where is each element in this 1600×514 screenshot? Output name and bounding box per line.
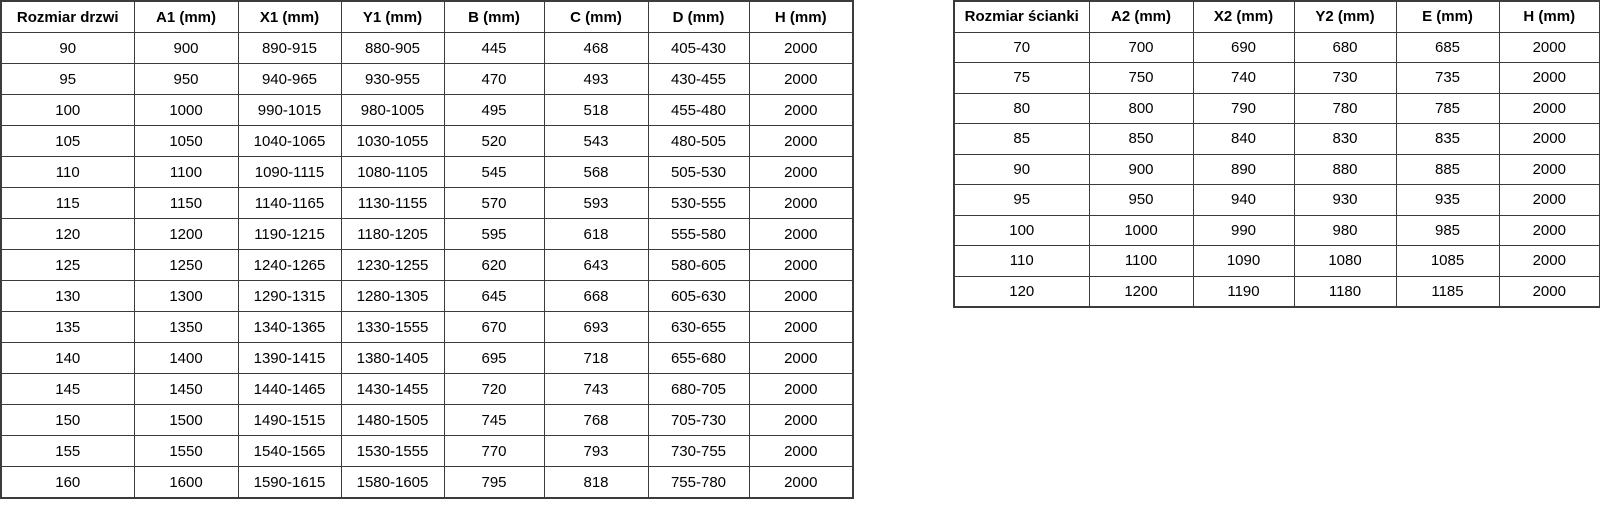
table-cell: 1140-1165 bbox=[238, 188, 341, 219]
table-row bbox=[954, 185, 1600, 216]
table-cell: 668 bbox=[544, 281, 648, 312]
table-cell: 745 bbox=[444, 405, 544, 436]
table-cell: 1580-1605 bbox=[341, 467, 444, 499]
table-cell: 730 bbox=[1294, 63, 1396, 94]
table-cell: 145 bbox=[1, 374, 134, 405]
table-cell: 695 bbox=[444, 343, 544, 374]
table-cell: 670 bbox=[444, 312, 544, 343]
table-cell: 940 bbox=[1193, 185, 1294, 216]
column-header: H (mm) bbox=[749, 1, 853, 33]
column-header: A1 (mm) bbox=[134, 1, 238, 33]
table-cell: 990 bbox=[1193, 215, 1294, 246]
table-cell: 580-605 bbox=[648, 250, 749, 281]
table-cell: 493 bbox=[544, 64, 648, 95]
table-cell: 950 bbox=[1089, 185, 1193, 216]
table-cell: 2000 bbox=[1499, 154, 1600, 185]
table-row bbox=[1, 312, 853, 343]
table-cell: 705-730 bbox=[648, 405, 749, 436]
table-cell: 1240-1265 bbox=[238, 250, 341, 281]
table-cell: 1080 bbox=[1294, 246, 1396, 277]
table-cell: 2000 bbox=[1499, 93, 1600, 124]
table-cell: 1290-1315 bbox=[238, 281, 341, 312]
table-cell: 685 bbox=[1396, 32, 1499, 63]
table-cell: 890 bbox=[1193, 154, 1294, 185]
table-cell: 800 bbox=[1089, 93, 1193, 124]
table-cell: 1230-1255 bbox=[341, 250, 444, 281]
table-row bbox=[1, 467, 853, 499]
table-cell: 780 bbox=[1294, 93, 1396, 124]
table-cell: 793 bbox=[544, 436, 648, 467]
table-cell: 543 bbox=[544, 126, 648, 157]
table-cell: 505-530 bbox=[648, 157, 749, 188]
table-cell: 1440-1465 bbox=[238, 374, 341, 405]
table-cell: 1190 bbox=[1193, 276, 1294, 307]
table-cell: 160 bbox=[1, 467, 134, 499]
table-cell: 1550 bbox=[134, 436, 238, 467]
header-row bbox=[954, 1, 1600, 32]
table-cell: 2000 bbox=[749, 157, 853, 188]
table-cell: 1250 bbox=[134, 250, 238, 281]
table-row bbox=[954, 63, 1600, 94]
table-cell: 850 bbox=[1089, 124, 1193, 155]
table-cell: 1180 bbox=[1294, 276, 1396, 307]
table-cell: 95 bbox=[1, 64, 134, 95]
table-cell: 130 bbox=[1, 281, 134, 312]
table-cell: 930 bbox=[1294, 185, 1396, 216]
table-cell: 980 bbox=[1294, 215, 1396, 246]
table-cell: 570 bbox=[444, 188, 544, 219]
table-row bbox=[1, 126, 853, 157]
table-row bbox=[1, 250, 853, 281]
table-cell: 1380-1405 bbox=[341, 343, 444, 374]
column-header: Rozmiar ścianki bbox=[954, 1, 1089, 32]
table-cell: 1190-1215 bbox=[238, 219, 341, 250]
table-cell: 593 bbox=[544, 188, 648, 219]
table-cell: 2000 bbox=[1499, 32, 1600, 63]
table-cell: 835 bbox=[1396, 124, 1499, 155]
table-cell: 750 bbox=[1089, 63, 1193, 94]
table-row bbox=[1, 219, 853, 250]
table-cell: 1490-1515 bbox=[238, 405, 341, 436]
table-cell: 568 bbox=[544, 157, 648, 188]
table-cell: 1480-1505 bbox=[341, 405, 444, 436]
table-cell: 75 bbox=[954, 63, 1089, 94]
table-cell: 1090-1115 bbox=[238, 157, 341, 188]
table-cell: 468 bbox=[544, 33, 648, 64]
table-cell: 135 bbox=[1, 312, 134, 343]
table-cell: 940-965 bbox=[238, 64, 341, 95]
table-cell: 2000 bbox=[749, 374, 853, 405]
table-cell: 1530-1555 bbox=[341, 436, 444, 467]
table-cell: 80 bbox=[954, 93, 1089, 124]
column-header: X2 (mm) bbox=[1193, 1, 1294, 32]
table-row bbox=[1, 436, 853, 467]
column-header: X1 (mm) bbox=[238, 1, 341, 33]
table-cell: 718 bbox=[544, 343, 648, 374]
table-cell: 790 bbox=[1193, 93, 1294, 124]
table-cell: 480-505 bbox=[648, 126, 749, 157]
table-cell: 795 bbox=[444, 467, 544, 499]
table-cell: 1090 bbox=[1193, 246, 1294, 277]
table-cell: 1450 bbox=[134, 374, 238, 405]
table-cell: 2000 bbox=[749, 343, 853, 374]
wall-table bbox=[953, 0, 1600, 308]
table-cell: 755-780 bbox=[648, 467, 749, 499]
table-cell: 890-915 bbox=[238, 33, 341, 64]
table-cell: 900 bbox=[1089, 154, 1193, 185]
table-cell: 950 bbox=[134, 64, 238, 95]
table-cell: 2000 bbox=[1499, 185, 1600, 216]
table-cell: 2000 bbox=[749, 436, 853, 467]
table-cell: 110 bbox=[1, 157, 134, 188]
table-cell: 430-455 bbox=[648, 64, 749, 95]
column-header: E (mm) bbox=[1396, 1, 1499, 32]
table-cell: 2000 bbox=[749, 219, 853, 250]
table-cell: 1280-1305 bbox=[341, 281, 444, 312]
column-header: D (mm) bbox=[648, 1, 749, 33]
table-row bbox=[1, 188, 853, 219]
table-cell: 1130-1155 bbox=[341, 188, 444, 219]
table-cell: 125 bbox=[1, 250, 134, 281]
table-cell: 70 bbox=[954, 32, 1089, 63]
table-cell: 2000 bbox=[1499, 63, 1600, 94]
table-cell: 140 bbox=[1, 343, 134, 374]
table-cell: 818 bbox=[544, 467, 648, 499]
table-cell: 680 bbox=[1294, 32, 1396, 63]
table-row bbox=[1, 405, 853, 436]
table-cell: 2000 bbox=[749, 33, 853, 64]
table-row bbox=[954, 215, 1600, 246]
table-cell: 90 bbox=[1, 33, 134, 64]
table-cell: 530-555 bbox=[648, 188, 749, 219]
table-cell: 730-755 bbox=[648, 436, 749, 467]
table-cell: 1500 bbox=[134, 405, 238, 436]
table-cell: 2000 bbox=[749, 467, 853, 499]
table-cell: 2000 bbox=[1499, 124, 1600, 155]
table-cell: 1590-1615 bbox=[238, 467, 341, 499]
header-row bbox=[1, 1, 853, 33]
table-cell: 785 bbox=[1396, 93, 1499, 124]
table-cell: 2000 bbox=[749, 64, 853, 95]
table-cell: 645 bbox=[444, 281, 544, 312]
table-cell: 100 bbox=[954, 215, 1089, 246]
table-cell: 2000 bbox=[1499, 276, 1600, 307]
table-cell: 620 bbox=[444, 250, 544, 281]
column-header: Y1 (mm) bbox=[341, 1, 444, 33]
table-row bbox=[954, 246, 1600, 277]
table-cell: 735 bbox=[1396, 63, 1499, 94]
table-cell: 2000 bbox=[749, 95, 853, 126]
table-cell: 120 bbox=[954, 276, 1089, 307]
table-cell: 1080-1105 bbox=[341, 157, 444, 188]
table-cell: 985 bbox=[1396, 215, 1499, 246]
table-cell: 840 bbox=[1193, 124, 1294, 155]
column-header: B (mm) bbox=[444, 1, 544, 33]
column-header: Y2 (mm) bbox=[1294, 1, 1396, 32]
table-cell: 618 bbox=[544, 219, 648, 250]
table-cell: 768 bbox=[544, 405, 648, 436]
table-cell: 885 bbox=[1396, 154, 1499, 185]
table-cell: 2000 bbox=[749, 126, 853, 157]
wall-size-table bbox=[953, 0, 1600, 308]
table-cell: 90 bbox=[954, 154, 1089, 185]
column-header: H (mm) bbox=[1499, 1, 1600, 32]
table-cell: 545 bbox=[444, 157, 544, 188]
table-cell: 880-905 bbox=[341, 33, 444, 64]
table-cell: 455-480 bbox=[648, 95, 749, 126]
table-cell: 830 bbox=[1294, 124, 1396, 155]
column-header: Rozmiar drzwi bbox=[1, 1, 134, 33]
table-cell: 1430-1455 bbox=[341, 374, 444, 405]
table-cell: 655-680 bbox=[648, 343, 749, 374]
table-cell: 605-630 bbox=[648, 281, 749, 312]
table-cell: 700 bbox=[1089, 32, 1193, 63]
table-cell: 630-655 bbox=[648, 312, 749, 343]
table-cell: 100 bbox=[1, 95, 134, 126]
table-cell: 405-430 bbox=[648, 33, 749, 64]
table-cell: 1000 bbox=[1089, 215, 1193, 246]
table-cell: 95 bbox=[954, 185, 1089, 216]
table-cell: 495 bbox=[444, 95, 544, 126]
table-cell: 1085 bbox=[1396, 246, 1499, 277]
table-cell: 1040-1065 bbox=[238, 126, 341, 157]
table-cell: 85 bbox=[954, 124, 1089, 155]
table-cell: 518 bbox=[544, 95, 648, 126]
table-cell: 120 bbox=[1, 219, 134, 250]
table-cell: 880 bbox=[1294, 154, 1396, 185]
table-cell: 1150 bbox=[134, 188, 238, 219]
table-cell: 690 bbox=[1193, 32, 1294, 63]
table-row bbox=[954, 32, 1600, 63]
table-cell: 1340-1365 bbox=[238, 312, 341, 343]
table-cell: 115 bbox=[1, 188, 134, 219]
table-row bbox=[1, 343, 853, 374]
table-cell: 1330-1555 bbox=[341, 312, 444, 343]
table-row bbox=[954, 154, 1600, 185]
table-cell: 680-705 bbox=[648, 374, 749, 405]
table-cell: 1100 bbox=[1089, 246, 1193, 277]
table-cell: 445 bbox=[444, 33, 544, 64]
table-cell: 1200 bbox=[134, 219, 238, 250]
table-cell: 555-580 bbox=[648, 219, 749, 250]
table-cell: 1100 bbox=[134, 157, 238, 188]
table-cell: 743 bbox=[544, 374, 648, 405]
table-row bbox=[954, 124, 1600, 155]
table-row bbox=[1, 374, 853, 405]
table-cell: 1350 bbox=[134, 312, 238, 343]
table-cell: 990-1015 bbox=[238, 95, 341, 126]
table-cell: 1300 bbox=[134, 281, 238, 312]
table-cell: 105 bbox=[1, 126, 134, 157]
table-cell: 720 bbox=[444, 374, 544, 405]
table-cell: 2000 bbox=[1499, 246, 1600, 277]
table-cell: 520 bbox=[444, 126, 544, 157]
table-cell: 150 bbox=[1, 405, 134, 436]
table-cell: 1200 bbox=[1089, 276, 1193, 307]
table-cell: 1400 bbox=[134, 343, 238, 374]
column-header: A2 (mm) bbox=[1089, 1, 1193, 32]
table-cell: 155 bbox=[1, 436, 134, 467]
table-cell: 1540-1565 bbox=[238, 436, 341, 467]
table-cell: 900 bbox=[134, 33, 238, 64]
table-cell: 1600 bbox=[134, 467, 238, 499]
table-cell: 470 bbox=[444, 64, 544, 95]
table-cell: 693 bbox=[544, 312, 648, 343]
table-row bbox=[1, 33, 853, 64]
table-cell: 1390-1415 bbox=[238, 343, 341, 374]
table-cell: 595 bbox=[444, 219, 544, 250]
table-cell: 1050 bbox=[134, 126, 238, 157]
table-cell: 1185 bbox=[1396, 276, 1499, 307]
table-cell: 2000 bbox=[749, 250, 853, 281]
table-cell: 770 bbox=[444, 436, 544, 467]
table-cell: 2000 bbox=[749, 405, 853, 436]
table-cell: 1000 bbox=[134, 95, 238, 126]
table-row bbox=[1, 64, 853, 95]
table-row bbox=[954, 276, 1600, 307]
table-cell: 2000 bbox=[1499, 215, 1600, 246]
table-cell: 935 bbox=[1396, 185, 1499, 216]
table-cell: 2000 bbox=[749, 188, 853, 219]
table-cell: 930-955 bbox=[341, 64, 444, 95]
table-cell: 980-1005 bbox=[341, 95, 444, 126]
table-row bbox=[954, 93, 1600, 124]
table-row bbox=[1, 281, 853, 312]
table-cell: 2000 bbox=[749, 312, 853, 343]
table-cell: 2000 bbox=[749, 281, 853, 312]
table-row bbox=[1, 95, 853, 126]
table-cell: 643 bbox=[544, 250, 648, 281]
table-cell: 740 bbox=[1193, 63, 1294, 94]
table-cell: 1030-1055 bbox=[341, 126, 444, 157]
column-header: C (mm) bbox=[544, 1, 648, 33]
table-cell: 1180-1205 bbox=[341, 219, 444, 250]
table-cell: 110 bbox=[954, 246, 1089, 277]
table-row bbox=[1, 157, 853, 188]
